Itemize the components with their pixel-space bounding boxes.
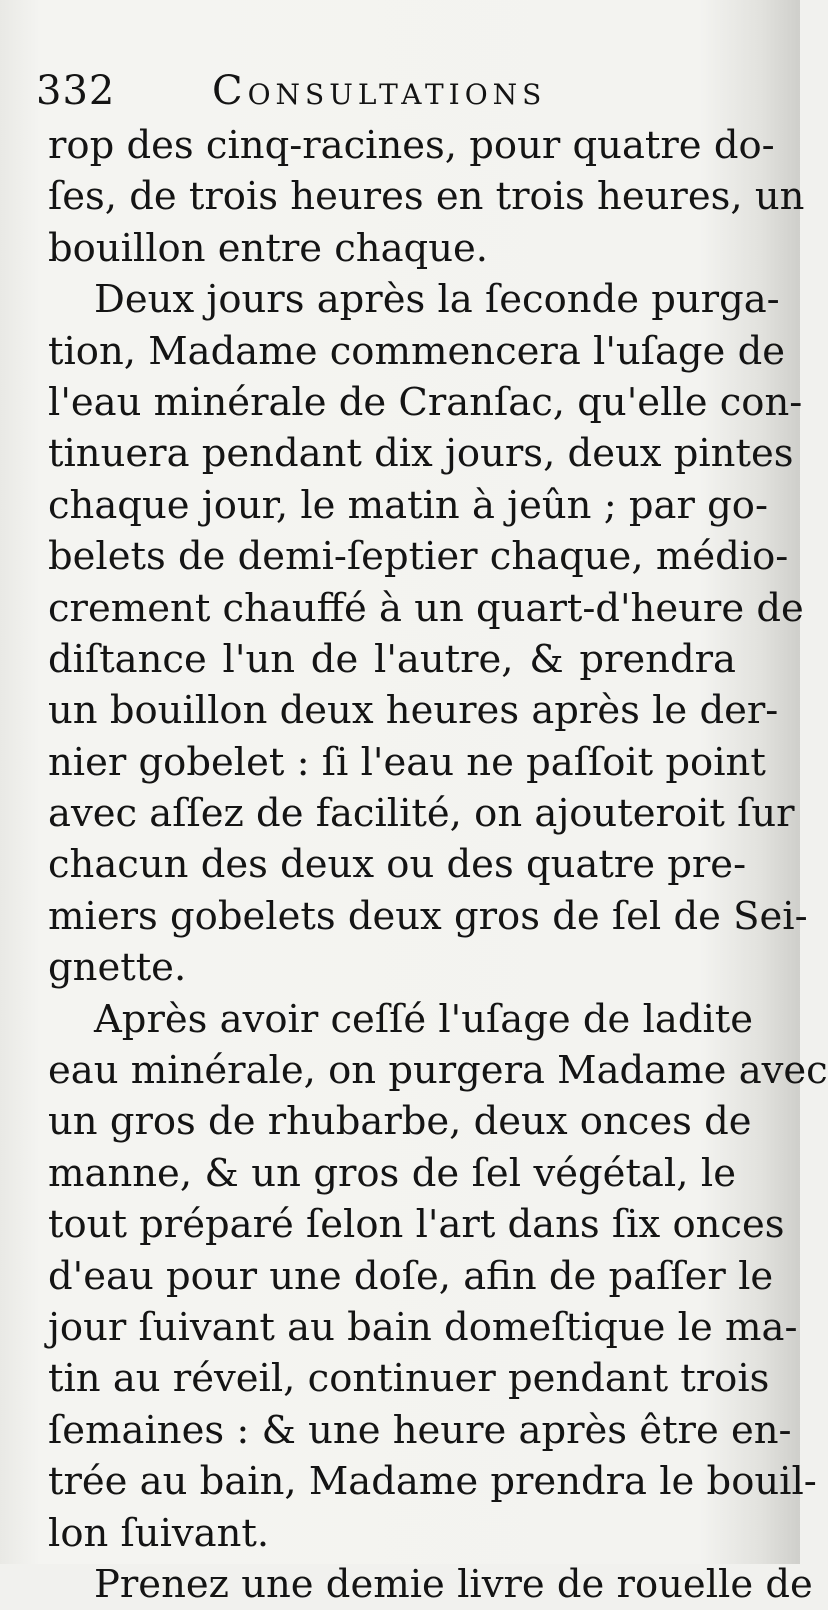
text-line: crement chauffé à un quart-d'heure de [48,585,804,631]
text-line: ſemaines : & une heure après être en- [48,1407,792,1453]
text-line: nier gobelet : ſi l'eau ne paſſoit point [48,739,766,785]
text-line: d'eau pour une doſe, afin de paſſer le [48,1253,774,1299]
text-line: eau minérale, on purgera Madame avec [48,1048,828,1094]
text-line: diſtance l'un de l'autre, & prendra [48,636,736,682]
body-text [48,120,828,1610]
text-line: chaque jour, le matin à jeûn ; par go- [48,482,768,528]
text-line: ſes, de trois heures en trois heures, un [48,174,805,220]
text-line: chacun des deux ou des quatre pre- [48,842,747,888]
page-number: 332 [36,68,116,114]
text-line: manne, & un gros de ſel végétal, le [48,1150,736,1196]
text-line: rop des cinq-racines, pour quatre do- [48,123,775,168]
text-line: tin au réveil, continuer pendant trois [48,1356,770,1402]
text-line: un bouillon deux heures après le der- [48,688,779,734]
text-line: tout préparé ſelon l'art dans ſix onces [48,1202,785,1248]
text-line: trée au bain, Madame prendra le bouil- [48,1459,817,1505]
text-line: l'eau minérale de Cranſac, qu'elle con- [48,379,803,425]
text-line: avec aſſez de facilité, on ajouteroit ſur [48,791,795,837]
text-line: bouillon entre chaque. [48,225,489,271]
text-line: lon ſuivant. [48,1510,270,1556]
text-line: un gros de rhubarbe, deux onces de [48,1099,752,1145]
text-line: gnette. [48,945,187,991]
paragraph-start-line: Prenez une demie livre de rouelle de [94,1561,813,1607]
page-header [36,62,736,122]
text-line: belets de demi-ſeptier chaque, médio- [48,534,789,580]
paragraph-start-line: Après avoir ceſſé l'uſage de ladite [94,996,754,1042]
running-title: Consultations [212,68,547,114]
text-line: jour ſuivant au bain domeſtique le ma- [48,1304,798,1350]
text-line: tinuera pendant dix jours, deux pintes [48,431,794,477]
text-line: miers gobelets deux gros de ſel de Sei- [48,893,808,939]
paragraph-start-line: Deux jours après la ſeconde purga- [94,277,780,323]
text-line: tion, Madame commencera l'uſage de [48,328,786,374]
